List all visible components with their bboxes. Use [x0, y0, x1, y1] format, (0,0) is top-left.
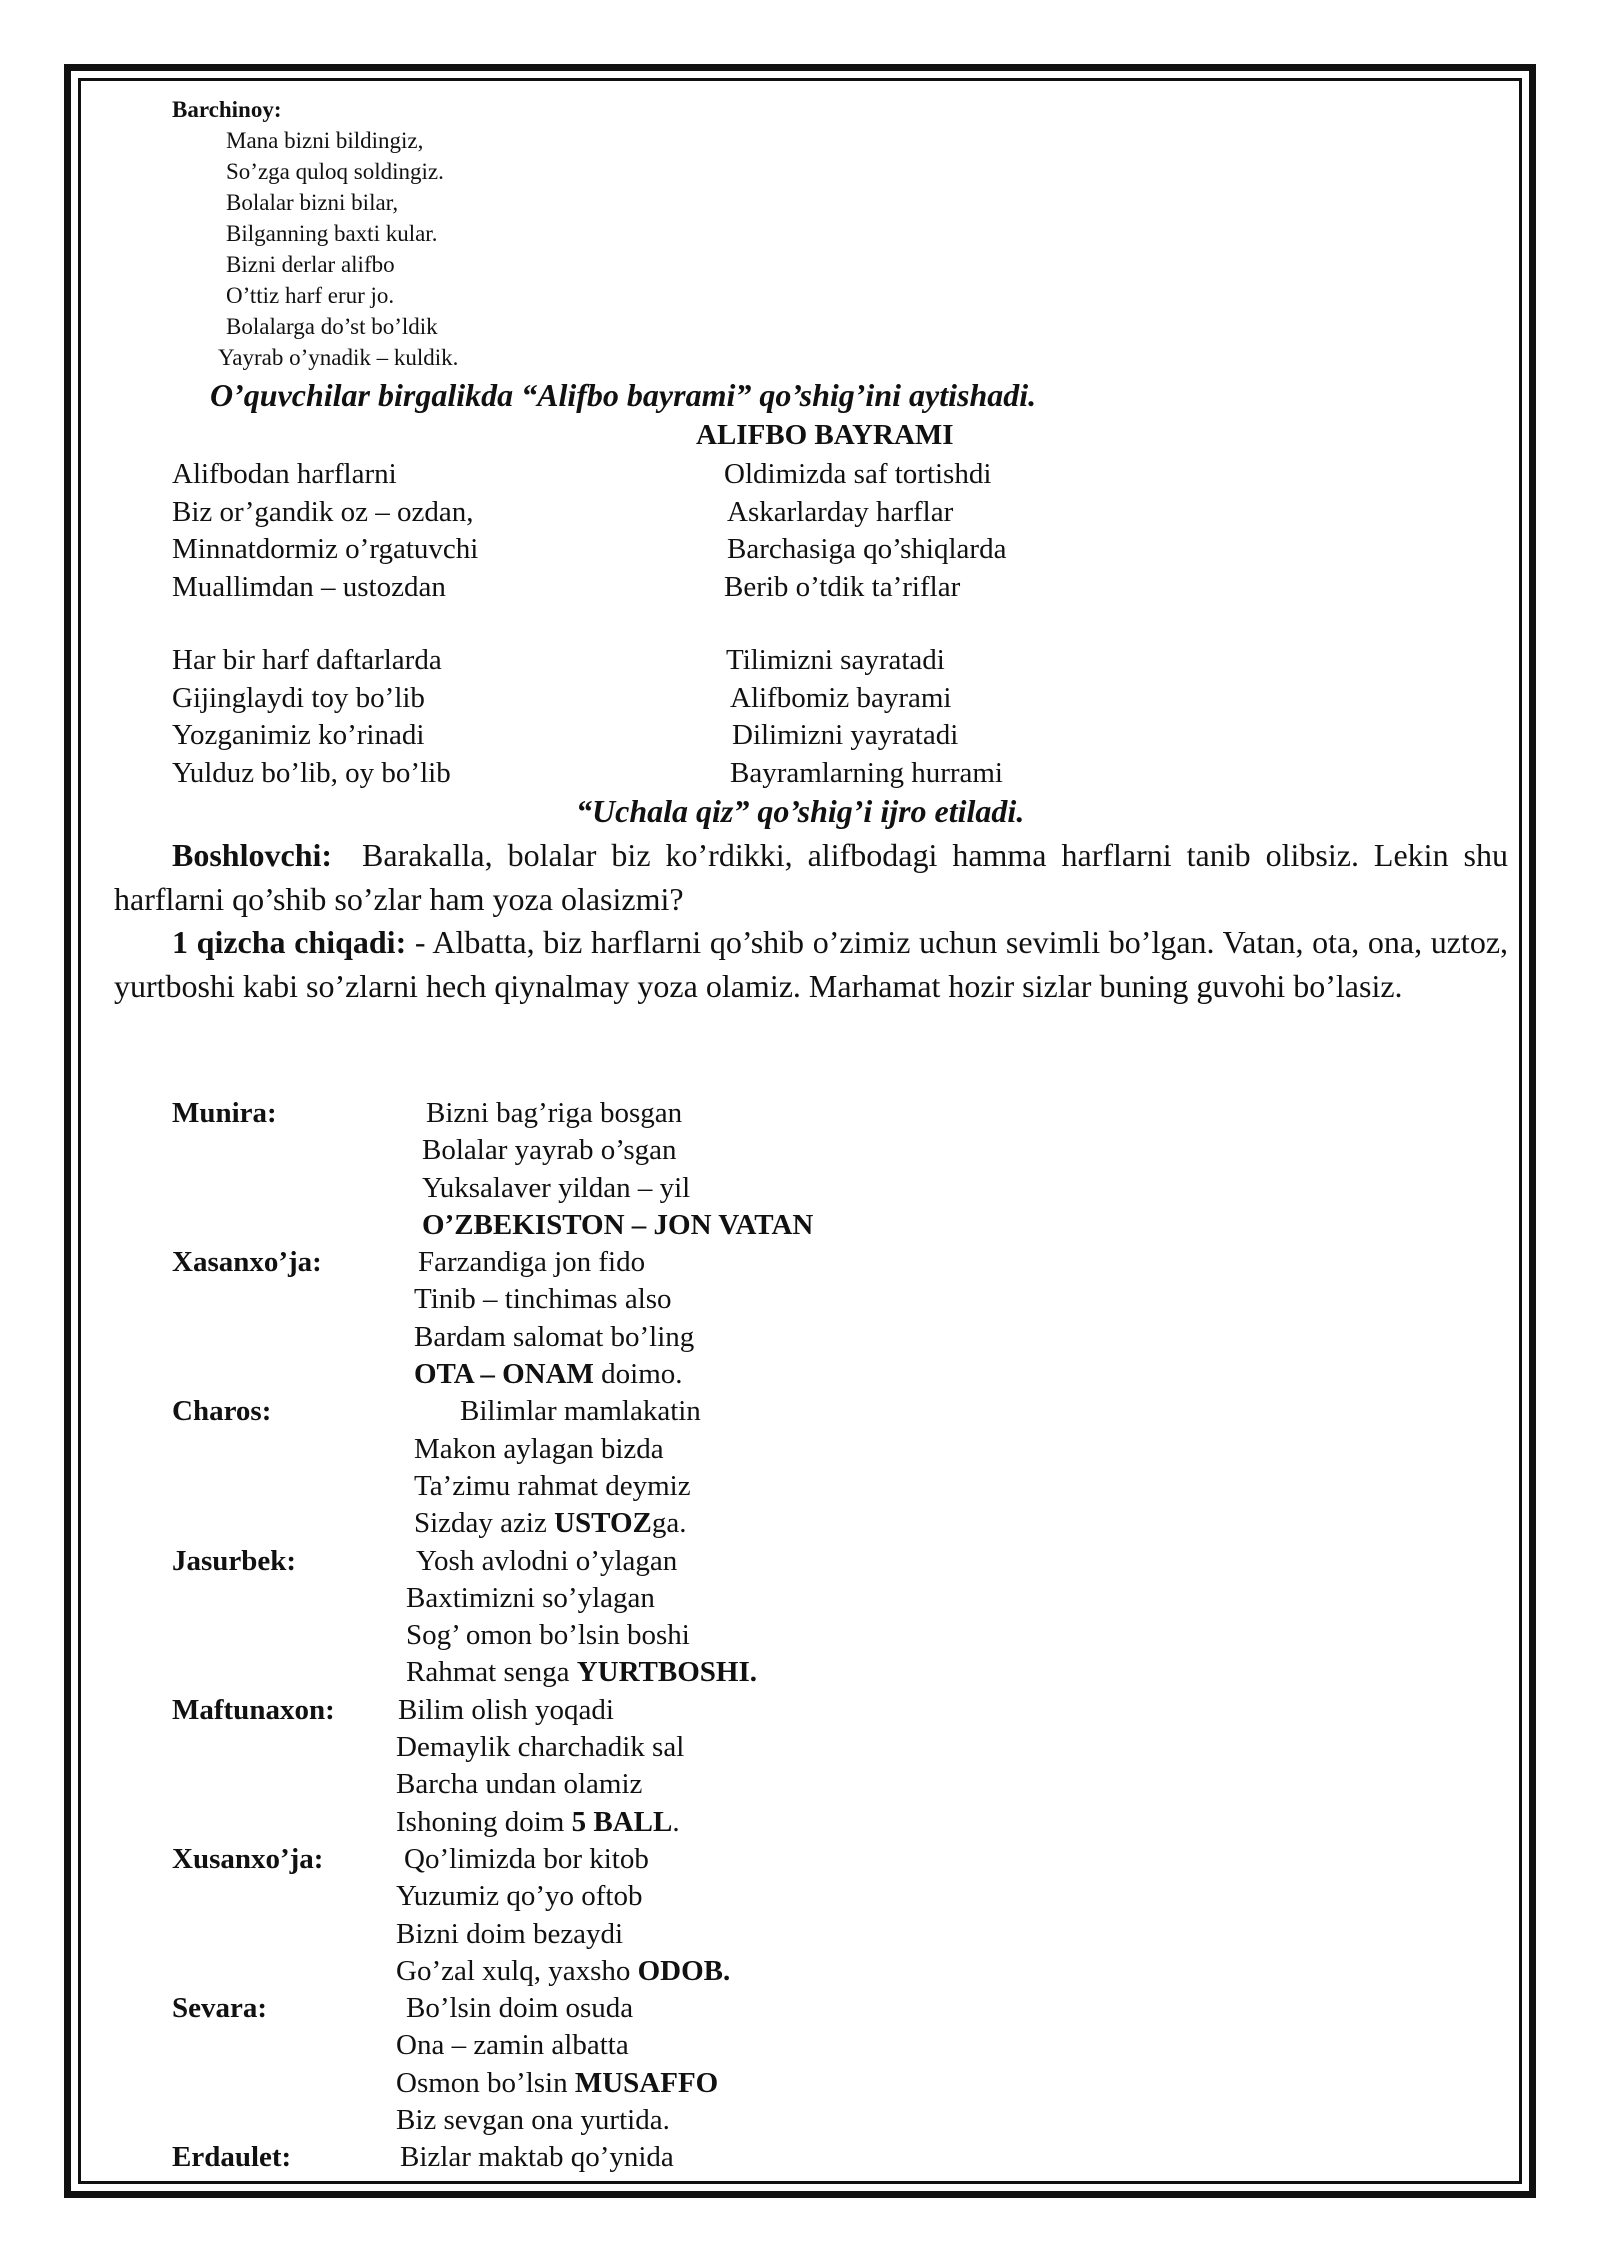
verse-emphasis: ODOB.	[637, 1954, 731, 1987]
verse-text-part: ga.	[651, 1507, 687, 1540]
verse-text	[406, 1654, 757, 1692]
song-right-column	[724, 456, 1006, 792]
boshlovchi-paragraph	[114, 834, 1508, 921]
verse-text	[414, 1468, 691, 1506]
verse-emphasis: MUSAFFO	[574, 2066, 719, 2099]
verse-text-part: Rahmat senga	[406, 1656, 577, 1689]
boshlovchi-text: Barakalla, bolalar biz ko’rdikki, alifbodagi hamma harflarni tanib olibsiz. Lekin shu harflarni qo’shib so’zlar ham yoza olasizmi?	[114, 837, 1509, 917]
verse-text	[406, 1617, 690, 1655]
song-line: Bayramlarning hurrami	[730, 756, 1003, 789]
verse-text	[406, 1580, 655, 1618]
verse-text	[460, 1393, 701, 1431]
verse-text-part: Qo’limizda bor kitob	[404, 1842, 649, 1875]
verse-text-part: Yosh avlodni o’ylagan	[416, 1544, 678, 1577]
verse-text-part: Makon aylagan bizda	[414, 1432, 664, 1465]
song-line: Oldimizda saf tortishdi	[724, 458, 992, 490]
poem-lines	[172, 125, 458, 373]
verse-text-part: Bizni doim bezaydi	[396, 1917, 624, 1950]
verse-text	[396, 1729, 684, 1767]
poem-line: Bolalar bizni bilar,	[226, 190, 399, 215]
barchinoy-poem	[172, 94, 458, 373]
verse-text	[396, 1953, 730, 1991]
song-intro: O’quvchilar birgalikda “Alifbo bayrami” qo’shig’ini aytishadi.	[210, 377, 1037, 413]
song-line: Barchasiga qo’shiqlarda	[727, 533, 1007, 565]
verse-text	[422, 1132, 676, 1170]
speaker-boshlovchi: Boshlovchi:	[172, 837, 333, 873]
verse-text	[426, 1095, 682, 1133]
song-line: Alifbomiz bayrami	[730, 681, 952, 714]
verse-text	[414, 1431, 664, 1469]
song-line: Yulduz bo’lib, oy bo’lib	[172, 756, 451, 789]
song-line: Alifbodan harflarni	[172, 458, 397, 490]
song-line: Biz or’gandik oz – ozdan,	[172, 495, 474, 528]
verse-text-part: Sog’ omon bo’lsin boshi	[406, 1619, 690, 1652]
verse-text	[416, 1543, 677, 1581]
verse-text	[400, 2139, 674, 2177]
verse-text	[396, 2102, 670, 2140]
verse-text-part: Bilimlar mamlakatin	[460, 1395, 701, 1428]
verse-text-part: Yuzumiz qo’yo oftob	[396, 1880, 643, 1913]
verse-text-part: Baxtimizni so’ylagan	[406, 1581, 655, 1614]
speaker-xasanxoja: Xasanxo’ja:	[172, 1246, 322, 1279]
verse-text-part: Ona – zamin albatta	[396, 2029, 629, 2062]
uchala-qiz-heading: “Uchala qiz” qo’shig’i ijro etiladi.	[576, 793, 1025, 829]
song-line: Dilimizni yayratadi	[732, 719, 959, 751]
verse-text	[406, 1990, 633, 2028]
verse-emphasis: OTA – ONAM	[414, 1358, 594, 1391]
speaker-sevara: Sevara:	[172, 1992, 268, 2025]
verse-text	[396, 2027, 629, 2065]
poem-line: Yayrab o’ynadik – kuldik.	[218, 345, 459, 370]
qizcha-text: - Albatta, biz harflarni qo’shib o’zimiz uchun sevimli bo’lgan. Vatan, ota, ona, uztoz, yurtboshi kabi so’zlarni hech qiynalmay yoza olamiz. Marhamat hozir sizlar buning guvohi bo’lasiz.	[114, 924, 1509, 1004]
verse-text	[422, 1170, 690, 1208]
verse-text-part: Biz sevgan ona yurtida.	[396, 2104, 670, 2137]
verse-text-part: Bolalar yayrab o’sgan	[422, 1134, 677, 1167]
verse-text	[414, 1505, 687, 1543]
verse-text-part: Farzandiga jon fido	[418, 1246, 646, 1279]
verse-emphasis: 5 BALL	[571, 1805, 673, 1838]
speaker-barchinoy: Barchinoy:	[172, 97, 282, 122]
verse-text	[396, 1804, 680, 1842]
speaker-maftunaxon: Maftunaxon:	[172, 1693, 335, 1726]
verse-text-part: Bo’lsin doim osuda	[406, 1992, 634, 2025]
song-line: Har bir harf daftarlarda	[172, 644, 442, 676]
verse-text-part: Tinib – tinchimas also	[414, 1283, 672, 1316]
speaker-xusanxoja: Xusanxo’ja:	[172, 1842, 324, 1875]
speaker-charos: Charos:	[172, 1395, 272, 1428]
verse-text	[418, 1244, 645, 1282]
speaker-erdaulet: Erdaulet:	[172, 2141, 292, 2174]
verse-emphasis: USTOZ	[554, 1507, 652, 1540]
verse-text-part: Bilim olish yoqadi	[398, 1693, 614, 1726]
verse-text-part: Bizlar maktab qo’ynida	[400, 2141, 674, 2174]
verse-text	[396, 1878, 642, 1916]
verse-text	[398, 1692, 614, 1730]
song-line: Yozganimiz ko’rinadi	[172, 719, 425, 751]
verse-text	[396, 1766, 642, 1804]
poem-line: Bizni derlar alifbo	[226, 252, 395, 277]
speaker-qizcha: 1 qizcha chiqadi:	[172, 924, 407, 960]
verse-text-part: doimo.	[593, 1358, 683, 1391]
verse-text-part: Bizni bag’riga bosgan	[426, 1097, 683, 1129]
song-line: Minnatdormiz o’rgatuvchi	[172, 533, 479, 565]
verse-text-part: Osmon bo’lsin	[396, 2066, 575, 2099]
song-left-column	[172, 456, 478, 792]
speaker-munira: Munira:	[172, 1097, 277, 1129]
poem-line: Bilganning baxti kular.	[226, 221, 438, 246]
verse-text	[414, 1319, 694, 1357]
verse-text	[422, 1207, 813, 1245]
verse-text	[414, 1356, 683, 1394]
verse-text	[414, 1281, 672, 1319]
poem-line: Mana bizni bildingiz,	[226, 128, 424, 153]
verse-text-part: Demaylik charchadik sal	[396, 1731, 685, 1764]
verse-text	[396, 1916, 623, 1954]
verse-text-part: Ishoning doim	[396, 1805, 572, 1838]
speaker-jasurbek: Jasurbek:	[172, 1544, 297, 1577]
verse-text-part: Bardam salomat bo’ling	[414, 1320, 695, 1353]
verse-text-part: Go’zal xulq, yaxsho	[396, 1954, 638, 1987]
song-line: Gijinglaydi toy bo’lib	[172, 681, 425, 714]
song-title: ALIFBO BAYRAMI	[696, 419, 954, 451]
song-line: Tilimizni sayratadi	[726, 644, 945, 676]
verse-emphasis: O’ZBEKISTON – JON VATAN	[422, 1208, 814, 1241]
verse-text-part: Barcha undan olamiz	[396, 1768, 643, 1801]
poem-line: O’ttiz harf erur jo.	[226, 283, 395, 308]
song-line: Berib o’tdik ta’riflar	[724, 570, 961, 603]
poem-line: So’zga quloq soldingiz.	[226, 159, 444, 184]
qizcha-paragraph	[114, 921, 1508, 1008]
verse-text	[396, 2065, 718, 2103]
song-line: Muallimdan – ustozdan	[172, 570, 446, 603]
verse-text-part: Sizday aziz	[414, 1507, 555, 1540]
poem-line: Bolalarga do’st bo’ldik	[226, 314, 438, 339]
verse-emphasis: YURTBOSHI.	[576, 1656, 758, 1689]
song-line: Askarlarday harflar	[727, 495, 954, 528]
verse-text-part: Yuksalaver yildan – yil	[422, 1171, 691, 1204]
verse-text-part: Ta’zimu rahmat deymiz	[414, 1469, 691, 1502]
verse-text	[404, 1841, 649, 1879]
verse-text-part: .	[672, 1805, 680, 1838]
